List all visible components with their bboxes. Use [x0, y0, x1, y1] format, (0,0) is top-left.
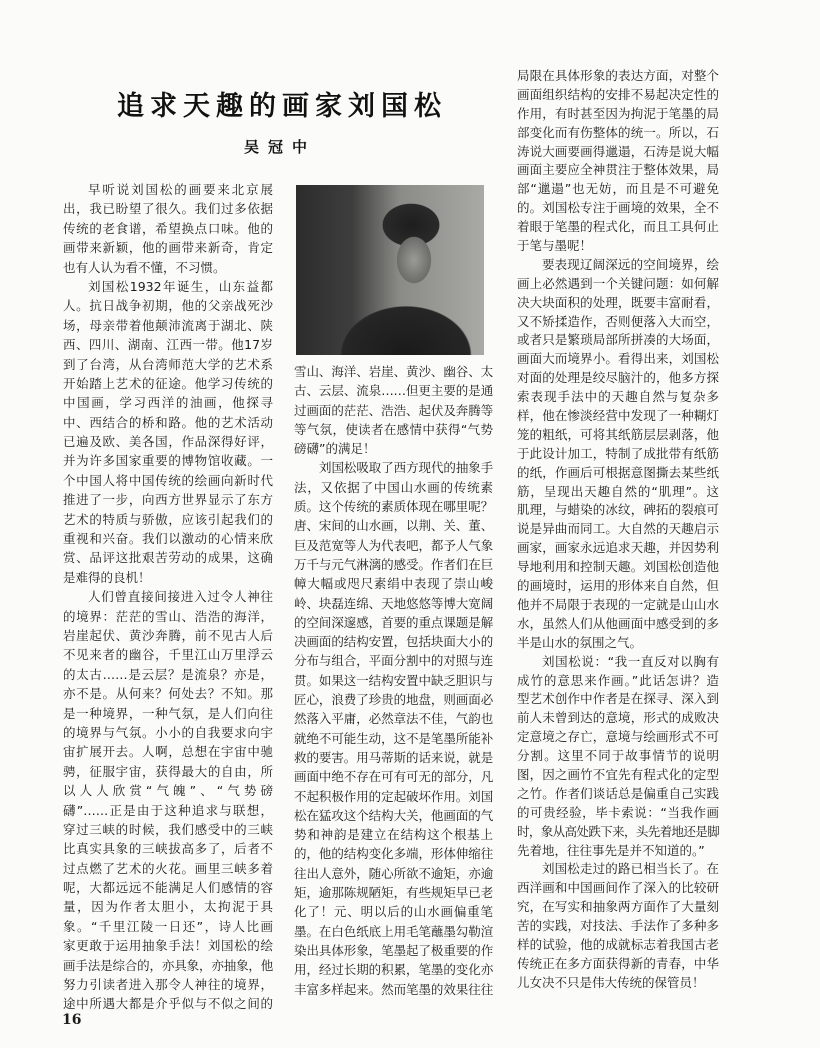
text-line: 家更敢于运用抽象手法！刘国松的绘	[63, 938, 273, 954]
text-line: 索表现手法中的天趣自然与复杂多	[517, 389, 719, 405]
paragraph	[63, 277, 273, 587]
text-line: 定意境之存亡，意境与绘画形式不可	[517, 729, 719, 745]
text-line: 然落入平庸，必然章法不佳，气韵也	[294, 711, 493, 727]
text-line: 究，在写实和抽象两方面作了大量刻	[517, 899, 719, 915]
text-line: 要表现辽阔深远的空间境界，绘	[542, 256, 719, 272]
paragraph	[294, 362, 493, 458]
text-line: 于此设计加工，特制了成批带有纸筋	[517, 445, 719, 461]
text-line: 匠心，浪费了珍贵的地盘，则画面必	[294, 692, 493, 708]
text-line: 画面大而境界小。看得出来，刘国松	[517, 351, 719, 367]
text-line: 的纸，作画后可根据意图撕去某些纸	[517, 464, 719, 480]
paragraph	[517, 860, 719, 992]
text-line: 的空间深邃感，首要的重点课题是解	[294, 614, 493, 630]
text-line: 骋，征服宇宙，获得最大的自由，所	[63, 763, 273, 779]
text-line: 比真实具象的三峡拔高多了，后者不	[63, 841, 273, 857]
text-line: 唐、宋间的山水画，以荆、关、董、	[294, 518, 493, 534]
text-line: 导地利用和控制天趣。刘国松创造他	[517, 559, 719, 575]
text-line: 画手法是综合的，亦具象，亦抽象，他	[63, 957, 273, 973]
paragraph	[517, 256, 719, 653]
text-line: 场，母亲带着他颠沛流离于湖北、陕	[63, 317, 273, 333]
text-line: 救的要害。用马蒂斯的话来说，就是	[294, 749, 493, 765]
text-line: 西洋画和中国画间作了深入的比较研	[517, 880, 719, 896]
text-line: 是难得的良机！	[63, 569, 151, 585]
text-line: 以人人欣赏“气魄”、“气势磅	[63, 783, 273, 799]
text-line: 并为许多国家重要的博物馆收藏。一	[63, 453, 273, 469]
text-line: 画面组织结构的安排不易起决定性的	[517, 86, 719, 102]
text-line: 化了！元、明以后的山水画偏重笔	[294, 904, 493, 920]
text-line: 西、四川、湖南、江西一带。他17岁	[63, 337, 273, 353]
text-line: 雪山、海洋、岩崖、黄沙、幽谷、太	[294, 364, 493, 379]
text-line: 也有人认为看不懂，不习惯。	[63, 259, 226, 275]
text-line: 前人未曾到达的意境，形式的成败决	[517, 710, 719, 726]
page-number: 16	[62, 1012, 82, 1028]
paragraph	[517, 653, 719, 861]
text-line: 肌理，与蜡染的冰纹，碑拓的裂痕可	[517, 502, 719, 518]
text-line: 局限在具体形象的表达方面，对整个	[517, 68, 719, 83]
text-line: 分布与组合，平面分割中的对照与连	[294, 653, 493, 669]
text-line: 开始踏上艺术的征途。他学习传统的	[63, 375, 273, 391]
article-author: 吴冠中	[243, 138, 316, 156]
text-line: 染出具体形象，笔墨起了极重要的作	[294, 942, 493, 958]
text-line: 巨及范宽等人为代表吧，都予人气象	[294, 537, 493, 553]
text-line: 人们曾直接间接进入过令人神往	[88, 589, 273, 605]
text-line: 是一种境界，一种气氛，是人们向往	[63, 705, 273, 721]
text-line: 的，他的结构变化多端，形体伸缩往	[294, 846, 493, 862]
text-line: 丰富多样起来。然而笔墨的效果往往	[294, 981, 493, 997]
text-line: 宙扩展开去。人啊，总想在宇宙中驰	[63, 744, 273, 760]
text-column-middle	[294, 362, 493, 999]
text-line: 决大块面积的处理，既要丰富耐看，	[517, 294, 719, 310]
text-line: 型艺术创作中作者是在探寻、深入到	[517, 691, 719, 707]
text-line: 幛大幅或咫尺素绢中表现了崇山峻	[294, 576, 493, 592]
text-line: 努力引读者进入那令人神往的境界，	[63, 977, 273, 993]
text-line: 贯。如果这一结构安置中缺乏胆识与	[294, 672, 493, 688]
text-column-left	[63, 180, 273, 1014]
text-line: 推进了一步，向西方世界显示了东方	[63, 492, 273, 508]
portrait-photo	[296, 185, 484, 355]
text-line: 不起积极作用的定起破坏作用。刘国	[294, 788, 493, 804]
text-column-right	[517, 67, 719, 993]
text-line: 成竹的意思来作画。”此话怎讲？造	[517, 672, 719, 688]
text-line: 人。抗日战争初期，他的父亲战死沙	[63, 298, 273, 314]
text-line: 于笔与墨呢！	[517, 238, 593, 254]
text-line: 象。“千里江陵一日还”，诗人比画	[63, 918, 273, 934]
text-line: 传统的老食谱，希望换点口味。他的	[63, 220, 273, 236]
text-line: 刘国松说：“我一直反对以胸有	[542, 653, 719, 669]
text-line: 的境界：茫茫的雪山、浩浩的海洋，	[63, 608, 273, 624]
text-line: 或者只是繁琐局部所拼凑的大场面，	[517, 332, 719, 348]
text-line: 图，因之画竹不宜先有程式化的定型	[517, 766, 719, 782]
text-line: 早听说刘国松的画要来北京展	[88, 182, 273, 197]
text-line: 画上必然遇到一个关键问题：如何解	[517, 275, 719, 291]
text-line: 量，因为作者太胆小，太拘泥于具	[63, 899, 273, 915]
text-line: 的画境时，运用的形体来自自然，但	[517, 578, 719, 594]
text-line: 古、云层、流泉……但更主要的是通	[294, 383, 493, 399]
text-line: 苦的实践，对技法、手法作了多种多	[517, 918, 719, 934]
text-line: 岭、块磊连绵、天地悠悠等博大宽阔	[294, 595, 493, 611]
text-line: 法，又依据了中国山水画的传统素	[294, 479, 493, 495]
text-line: 样的试验，他的成就标志着我国古老	[517, 936, 719, 952]
text-line: 的太古……是云层？是流泉？亦是，	[63, 666, 273, 682]
text-line: 亦不是。从何来？何处去？不知。那	[63, 686, 273, 702]
text-line: 个中国人将中国传统的绘画向新时代	[63, 472, 273, 488]
text-line: 画面中绝不存在可有可无的部分，凡	[294, 769, 493, 785]
text-line: 万千与元气淋漓的感受。作者们在巨	[294, 556, 493, 572]
text-line: 途中所遇大都是介乎似与不似之间的	[63, 996, 273, 1012]
text-line: 往出人意外，随心所欲不逾矩，亦逾	[294, 865, 493, 881]
text-line: 赏、品评这批艰苦劳动的成果，这确	[63, 550, 273, 566]
text-line: 中、西结合的桥和路。他的艺术活动	[63, 414, 273, 430]
text-line: 筋，呈现出天趣自然的“肌理”。这	[517, 483, 719, 499]
text-line: 矩，逾那陈规陋矩，有些规矩早已老	[294, 885, 493, 901]
text-line: 又不矫揉造作，否则便落入大而空，	[517, 313, 719, 329]
paragraph	[294, 458, 493, 998]
text-line: 中国画，学习西洋的油画，他探寻	[63, 395, 273, 411]
text-line: 先着地，往往事先是并不知道的。”	[517, 842, 705, 858]
text-line: 艺术的特质与骄傲，应该引起我们的	[63, 511, 273, 527]
text-line: 穿过三峡的时候，我们感受中的三峡	[63, 821, 273, 837]
text-line: 对面的处理是绞尽脑汁的，他多方探	[517, 370, 719, 386]
text-line: 半是山水的氛围之气。	[517, 634, 643, 650]
text-line: 岩崖起伏、黄沙奔腾，前不见古人后	[63, 627, 273, 643]
text-line: 磅礴”的满足！	[294, 441, 376, 457]
text-line: 画家，画家永远追求天趣，并因势利	[517, 540, 719, 556]
text-line: 质。这个传统的素质体现在哪里呢？	[294, 499, 493, 515]
text-line: 松在猛攻这个结构大关，他画面的气	[294, 807, 493, 823]
text-line: 作用，有时甚至因为拘泥于笔墨的局	[517, 105, 719, 121]
text-line: 重视和兴奋。我们以激动的心情来欣	[63, 531, 273, 547]
text-line: 呢，大都远远不能满足人们感情的容	[63, 880, 273, 896]
text-line: 到了台湾，从台湾师范大学的艺术系	[63, 356, 273, 372]
paragraph	[517, 67, 719, 256]
text-line: 已遍及欧、美各国，作品深得好评，	[63, 434, 273, 450]
text-line: 儿女决不只是伟大传统的保管员！	[517, 974, 705, 990]
text-line: 样，他在惨淡经营中发现了一种糊灯	[517, 408, 719, 424]
text-line: 画面主要应全神贯注于整体效果，局	[517, 162, 719, 178]
text-line: 画带来新颖，他的画带来新奇，肯定	[63, 240, 273, 256]
text-line: 部“邋遢”也无妨，而且是不可避免	[517, 181, 719, 197]
text-line: 说是异曲而同工。大自然的天趣启示	[517, 521, 719, 537]
text-line: 决画面的结构安置，包括块面大小的	[294, 634, 493, 650]
text-line: 出，我已盼望了很久。我们过多依据	[63, 201, 273, 217]
text-line: 之竹。作者们谈话总是偏重自己实践	[517, 785, 719, 801]
article-title: 追求天趣的画家刘国松	[117, 91, 447, 122]
text-line: 时，象从高处跌下来，头先着地还是脚	[517, 823, 719, 839]
text-line: 水，虽然人们从他画面中感受到的多	[517, 615, 719, 631]
text-line: 等气氛，使读者在感情中获得“气势	[294, 421, 493, 437]
text-line: 着眼于笔墨的程式化，而且工具何止	[517, 219, 719, 235]
text-line: 的境界与气氛。小小的自我要求向宇	[63, 724, 273, 740]
text-line: 礴”……正是由于这种追求与联想，	[63, 802, 273, 818]
text-line: 的可贵经验，毕卡索说：“当我作画	[517, 804, 719, 820]
text-line: 刘国松吸取了西方现代的抽象手	[319, 460, 493, 476]
text-line: 墨。在白色纸底上用毛笔蘸墨勾勒渲	[294, 923, 493, 939]
text-line: 势和神韵是建立在结构这个根基上	[294, 827, 493, 843]
text-line: 过画面的茫茫、浩浩、起伏及奔腾等	[294, 402, 493, 418]
text-line: 笼的粗纸，可将其纸筋层层剥落，他	[517, 426, 719, 442]
text-line: 就绝不可能生动，这不是笔墨所能补	[294, 730, 493, 746]
paragraph	[63, 587, 273, 1014]
text-line: 用，经过长期的积累，笔墨的变化亦	[294, 962, 493, 978]
text-line: 刘国松1932年诞生，山东益都	[88, 278, 273, 294]
text-line: 过点燃了艺术的火花。画里三峡多着	[63, 860, 273, 876]
text-line: 他并不局限于表现的一定就是山山水	[517, 596, 719, 612]
text-line: 传统正在多方面获得新的青春，中华	[517, 955, 719, 971]
text-line: 不见来者的幽谷，千里江山万里浮云	[63, 647, 273, 663]
text-line: 分割。这里不同于故事情节的说明	[517, 748, 719, 764]
paragraph	[63, 180, 273, 277]
text-line: 涛说大画要画得邋遢，石涛是说大幅	[517, 143, 719, 159]
text-line: 刘国松走过的路已相当长了。在	[542, 861, 719, 877]
text-line: 的。刘国松专注于画境的效果，全不	[517, 200, 719, 216]
text-line: 部变化而有伤整体的统一。所以，石	[517, 124, 719, 140]
